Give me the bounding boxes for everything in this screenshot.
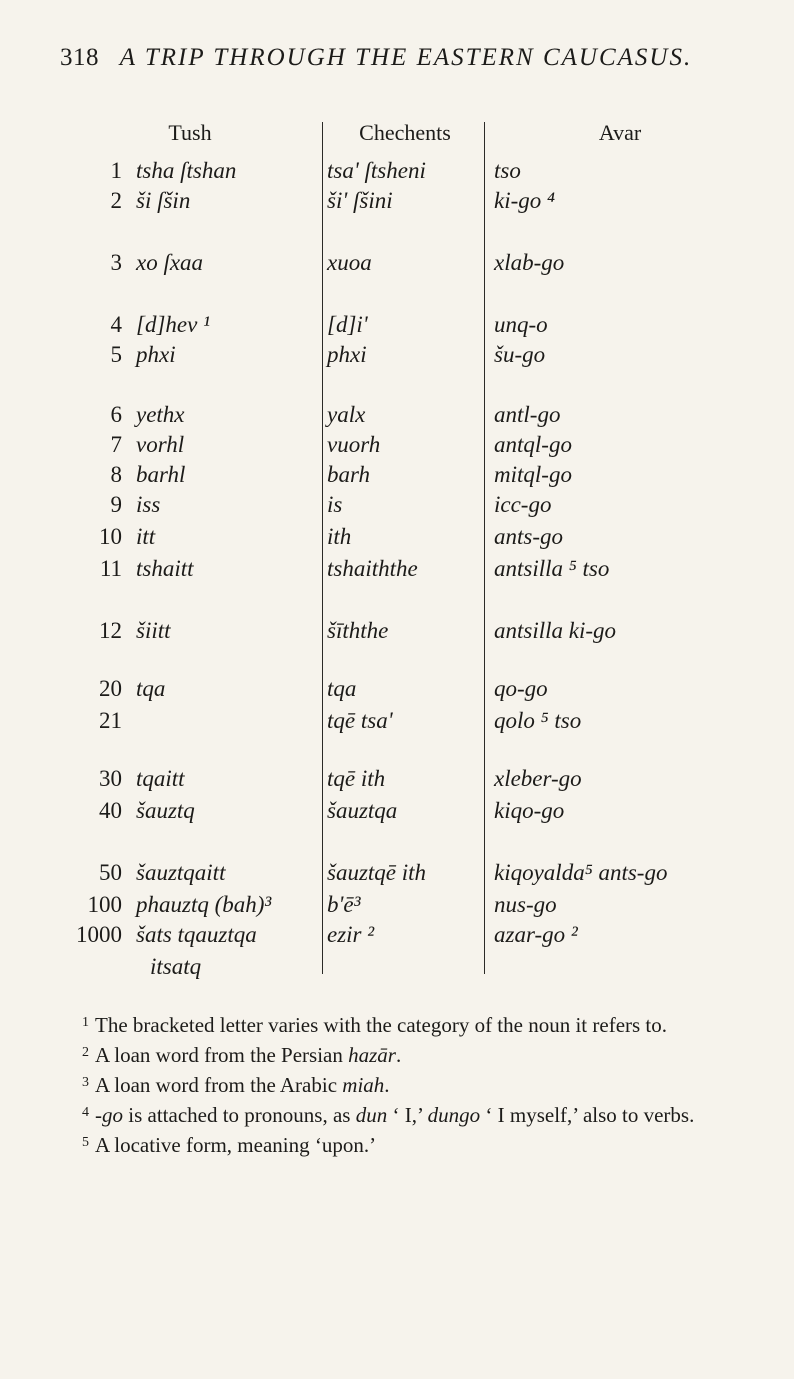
table-row bbox=[0, 524, 794, 554]
footnote-4 bbox=[60, 1100, 740, 1130]
chechents-cell: yalx bbox=[327, 402, 366, 427]
tush-cell: [d]hev ¹ bbox=[136, 312, 210, 337]
footnote-mark: 4 bbox=[82, 1105, 89, 1120]
footnote-text: ‘ I,’ bbox=[387, 1103, 428, 1127]
row-number: 50 bbox=[99, 860, 122, 885]
footnote-text: is attached to pronouns, as bbox=[123, 1103, 356, 1127]
footnotes bbox=[60, 1010, 740, 1160]
chechents-cell: ezir ² bbox=[327, 922, 375, 947]
row-number: 7 bbox=[110, 432, 122, 457]
footnote-2 bbox=[60, 1040, 740, 1070]
table-row bbox=[0, 618, 794, 648]
table-row bbox=[0, 954, 794, 984]
avar-cell: kiqoyalda⁵ ants-go bbox=[494, 860, 668, 885]
table-row bbox=[0, 158, 794, 188]
footnote-3 bbox=[60, 1070, 740, 1100]
footnote-text: A locative form, meaning ‘upon.’ bbox=[95, 1133, 377, 1157]
tush-cell: yethx bbox=[136, 402, 185, 427]
table-row bbox=[0, 766, 794, 796]
tush-cell: iss bbox=[136, 492, 161, 517]
chechents-cell: tqa bbox=[327, 676, 357, 701]
avar-cell: xlab-go bbox=[494, 250, 565, 275]
chechents-cell: ith bbox=[327, 524, 352, 549]
chechents-cell: tqē ith bbox=[327, 766, 386, 791]
footnote-text: A loan word from the Arabic bbox=[95, 1073, 343, 1097]
table-row bbox=[0, 188, 794, 218]
page-number: 318 bbox=[60, 44, 99, 71]
avar-cell: azar-go ² bbox=[494, 922, 578, 947]
tush-cell: xo ſxaa bbox=[136, 250, 204, 275]
footnote-mark: 2 bbox=[82, 1045, 89, 1060]
footnote-italic-word: dun bbox=[355, 1103, 388, 1127]
chechents-cell: ši' ſšini bbox=[327, 188, 393, 213]
chechents-cell: šīththe bbox=[327, 618, 389, 643]
avar-cell: ants-go bbox=[494, 524, 563, 549]
tush-cell: vorhl bbox=[136, 432, 185, 457]
row-number: 1 bbox=[110, 158, 122, 183]
tush-cell: tsha ſtshan bbox=[136, 158, 237, 183]
row-number: 100 bbox=[87, 892, 122, 917]
tush-cell: phauztq (bah)³ bbox=[136, 892, 272, 917]
footnote-text: The bracketed letter varies with the category of the noun it refers to. bbox=[95, 1013, 668, 1037]
footnote-1 bbox=[60, 1010, 740, 1040]
chechents-cell: tsa' ſtsheni bbox=[327, 158, 426, 183]
footnote-text-end: . bbox=[395, 1043, 402, 1067]
chechents-cell: phxi bbox=[327, 342, 367, 367]
table-row bbox=[0, 860, 794, 890]
tush-cell: itsatq bbox=[150, 954, 202, 979]
table-row bbox=[0, 676, 794, 706]
tush-cell: šats tqauztqa bbox=[136, 922, 257, 947]
footnote-mark: 3 bbox=[82, 1075, 89, 1090]
footnote-italic-word: miah bbox=[342, 1073, 385, 1097]
footnote-text: A loan word from the Persian bbox=[95, 1043, 349, 1067]
running-title: A TRIP THROUGH THE EASTERN CAUCASUS. bbox=[119, 44, 693, 71]
avar-cell: unq-o bbox=[494, 312, 548, 337]
table-row bbox=[0, 892, 794, 922]
tush-cell: tqaitt bbox=[136, 766, 185, 791]
row-number: 20 bbox=[99, 676, 122, 701]
row-number: 11 bbox=[99, 556, 122, 581]
column-header-avar: Avar bbox=[598, 120, 642, 145]
column-header-tush: Tush bbox=[168, 120, 212, 145]
chechents-cell: b'ē³ bbox=[327, 892, 361, 917]
tush-cell: ši ſšin bbox=[136, 188, 191, 213]
footnote-italic-word: hazār bbox=[348, 1043, 396, 1067]
avar-cell: xleber-go bbox=[494, 766, 582, 791]
avar-cell: qolo ⁵ tso bbox=[494, 708, 582, 733]
table-row bbox=[0, 250, 794, 280]
footnote-text-end: . bbox=[384, 1073, 390, 1097]
avar-cell: kiqo-go bbox=[494, 798, 565, 823]
column-header-chechents: Chechents bbox=[359, 120, 451, 145]
avar-cell: ki-go ⁴ bbox=[494, 188, 556, 213]
avar-cell: mitql-go bbox=[494, 462, 572, 487]
avar-cell: antl-go bbox=[494, 402, 561, 427]
footnote-italic-word: dungo bbox=[427, 1103, 481, 1127]
table-row bbox=[0, 922, 794, 952]
chechents-cell: vuorh bbox=[327, 432, 381, 457]
chechents-cell: tshaiththe bbox=[327, 556, 418, 581]
table-row bbox=[0, 342, 794, 372]
table-row bbox=[0, 708, 794, 738]
chechents-cell: šauztqa bbox=[327, 798, 398, 823]
chechents-cell: šauztqē ith bbox=[327, 860, 427, 885]
tush-cell: šauztqaitt bbox=[136, 860, 226, 885]
table-row bbox=[0, 492, 794, 522]
tush-cell: šiitt bbox=[136, 618, 171, 643]
avar-cell: šu-go bbox=[494, 342, 546, 367]
footnote-text: ‘ I myself,’ also to verbs. bbox=[480, 1103, 695, 1127]
avar-cell: antsilla ⁵ tso bbox=[494, 556, 610, 581]
footnote-5 bbox=[60, 1130, 740, 1160]
avar-cell: nus-go bbox=[494, 892, 557, 917]
row-number: 10 bbox=[99, 524, 122, 549]
running-header bbox=[60, 44, 720, 72]
tush-cell: phxi bbox=[136, 342, 176, 367]
table-row bbox=[0, 402, 794, 432]
row-number: 12 bbox=[99, 618, 122, 643]
chechents-cell: xuoa bbox=[327, 250, 372, 275]
chechents-cell: tqē tsa' bbox=[327, 708, 393, 733]
footnote-mark: 1 bbox=[82, 1015, 89, 1030]
row-number: 3 bbox=[110, 250, 122, 275]
table-row bbox=[0, 798, 794, 828]
row-number: 2 bbox=[110, 188, 122, 213]
row-number: 40 bbox=[99, 798, 122, 823]
chechents-cell: [d]i' bbox=[327, 312, 368, 337]
table-row bbox=[0, 462, 794, 492]
row-number: 30 bbox=[99, 766, 122, 791]
row-number: 4 bbox=[110, 312, 122, 337]
row-number: 9 bbox=[110, 492, 122, 517]
chechents-cell: is bbox=[327, 492, 343, 517]
tush-cell: itt bbox=[136, 524, 156, 549]
footnote-mark: 5 bbox=[82, 1135, 89, 1150]
tush-cell: barhl bbox=[136, 462, 186, 487]
row-number: 5 bbox=[110, 342, 122, 367]
tush-cell: tqa bbox=[136, 676, 166, 701]
avar-cell: antql-go bbox=[494, 432, 572, 457]
avar-cell: qo-go bbox=[494, 676, 548, 701]
table-row bbox=[0, 312, 794, 342]
row-number: 8 bbox=[110, 462, 122, 487]
row-number: 6 bbox=[110, 402, 122, 427]
chechents-cell: barh bbox=[327, 462, 371, 487]
avar-cell: antsilla ki-go bbox=[494, 618, 617, 643]
tush-cell: šauztq bbox=[136, 798, 195, 823]
table-row bbox=[0, 556, 794, 586]
table-row bbox=[0, 432, 794, 462]
row-number: 1000 bbox=[76, 922, 122, 947]
avar-cell: icc-go bbox=[494, 492, 552, 517]
avar-cell: tso bbox=[494, 158, 521, 183]
footnote-italic-word: -go bbox=[95, 1103, 123, 1127]
row-number: 21 bbox=[99, 708, 122, 733]
tush-cell: tshaitt bbox=[136, 556, 194, 581]
